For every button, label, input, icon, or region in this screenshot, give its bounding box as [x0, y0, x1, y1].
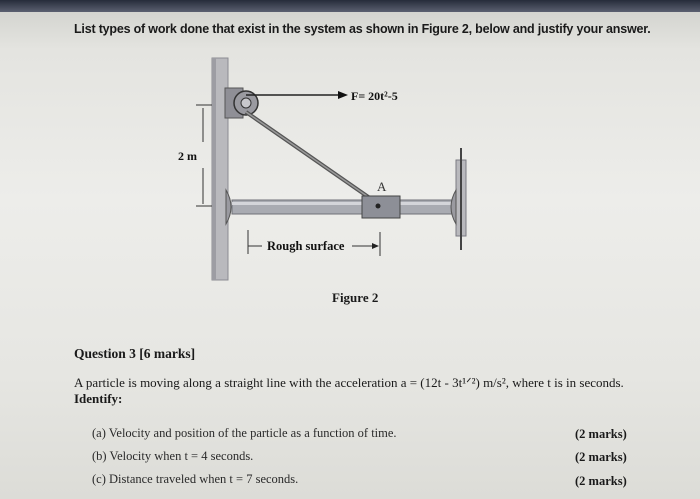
instruction-before: List types of work done that exist in the system as shown in Figure 2, below and	[74, 22, 538, 36]
question-statement: A particle is moving along a straight line with the acceleration a = (12t - 3t¹ᐟ²) m/s², where t is in seconds.	[74, 375, 624, 390]
part-a-text: (a) Velocity and position of the particle as a function of time.	[92, 426, 397, 440]
part-c-text: (c) Distance traveled when t = 7 seconds.	[92, 472, 299, 486]
instruction-after: your answer.	[573, 22, 651, 36]
rope-diagonal-highlight	[246, 112, 377, 203]
left-wall-edge	[212, 58, 216, 280]
part-b-marks: (2 marks)	[575, 450, 627, 464]
force-arrow-icon	[338, 91, 348, 99]
rod-highlight	[232, 202, 458, 205]
part-c-marks: (2 marks)	[575, 474, 627, 488]
collar-a	[362, 196, 400, 218]
identify-label: Identify:	[74, 391, 123, 406]
point-a-label: A	[377, 179, 387, 194]
pulley-hub	[241, 98, 251, 108]
height-label: 2 m	[178, 149, 197, 163]
instruction-emphasis: justify	[537, 22, 574, 36]
part-b-text: (b) Velocity when t = 4 seconds.	[92, 449, 254, 463]
figure-caption: Figure 2	[332, 290, 379, 305]
collar-pin	[376, 204, 381, 209]
force-label: F= 20t²-5	[351, 89, 398, 103]
part-a-marks: (2 marks)	[575, 427, 627, 441]
rod-right-mount	[451, 190, 456, 224]
surface-label: Rough surface	[267, 239, 345, 253]
rod-left-mount	[226, 190, 231, 224]
surface-arrow-icon	[372, 243, 379, 249]
question-title: Question 3 [6 marks]	[74, 346, 196, 361]
